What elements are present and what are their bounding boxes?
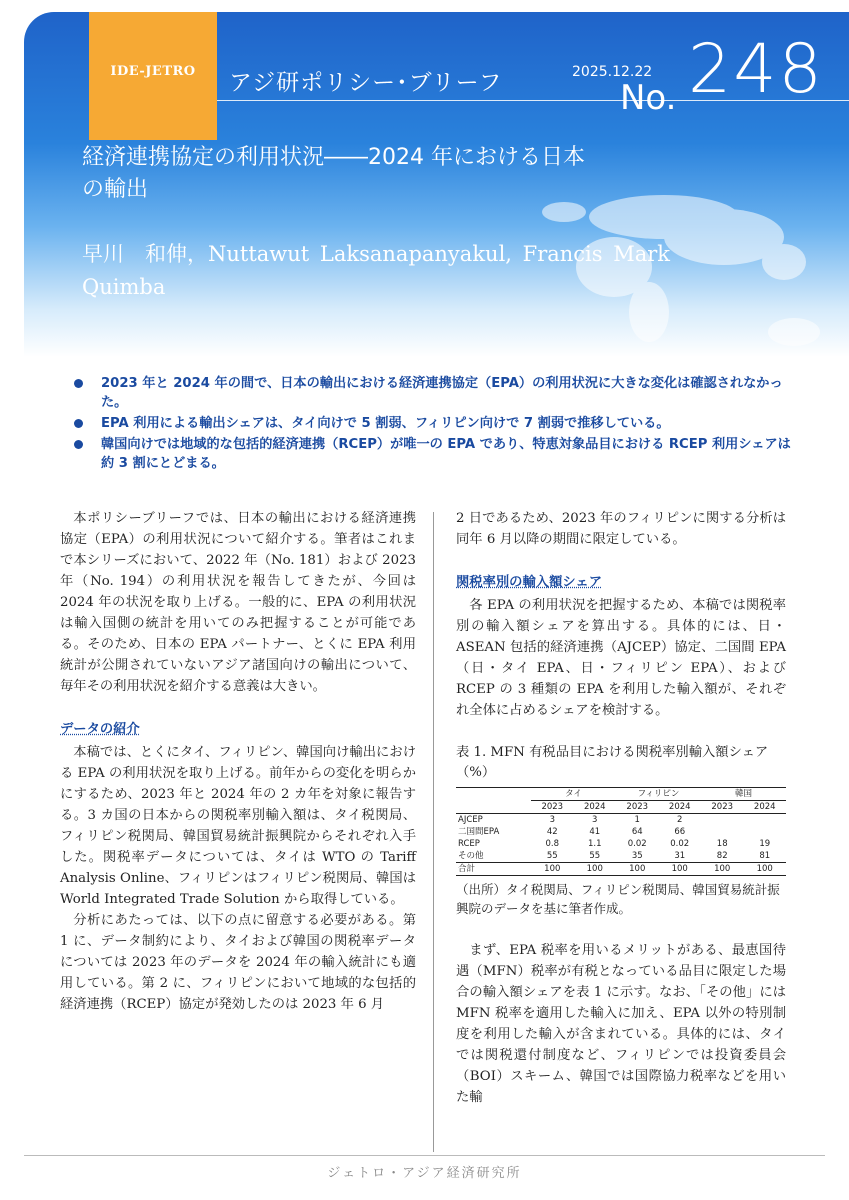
- table-cell: 100: [658, 863, 700, 876]
- table-cell: 35: [631, 851, 643, 861]
- section-heading-data: データの紹介: [60, 722, 140, 737]
- table-cell: 64: [631, 827, 643, 837]
- footer-org-name: ジェトロ・アジア経済研究所: [327, 1166, 522, 1181]
- key-point: 韓国向けでは地域的な包括的経済連携（RCEP）が唯一の EPA であり、特恵対象品目における RCEP 利用シェアは約 3 割にとどまる。: [74, 435, 794, 473]
- table-corner: [456, 788, 531, 801]
- year-header: 2023: [616, 801, 658, 814]
- year-header: 2023: [531, 801, 573, 814]
- table-cell: 81: [759, 851, 771, 861]
- page-title: [82, 142, 762, 206]
- year-header: 2024: [658, 801, 700, 814]
- footer-rule: [24, 1155, 825, 1156]
- key-point: 2023 年と 2024 年の間で、日本の輸出における経済連携協定（EPA）の利用状況に大きな変化は確認されなかった。: [74, 374, 794, 412]
- header-banner: [24, 12, 849, 357]
- issue-date: 2025.12.22: [572, 64, 653, 80]
- table-cell: 66: [674, 827, 686, 837]
- table-cell: 100: [743, 863, 786, 876]
- key-point: EPA 利用による輸出シェアは、タイ向けで 5 割弱、フィリピン向けで 7 割弱で推移している。: [74, 414, 794, 433]
- title-line: の輸出: [82, 177, 149, 202]
- title-line: 経済連携協定の利用状況――2024 年における日本: [82, 145, 585, 170]
- row-label: RCEP: [458, 839, 480, 849]
- row-label: 合計: [456, 863, 531, 876]
- country-header: タイ: [531, 788, 616, 801]
- table-cell: 3: [592, 815, 598, 825]
- table-cell: 31: [674, 851, 686, 861]
- table-row: [456, 826, 786, 838]
- table-cell: 55: [589, 851, 601, 861]
- country-header: フィリピン: [616, 788, 701, 801]
- authors-line: 早川 和伸，Nuttawut Laksanapanyakul, Francis Mark: [82, 242, 671, 266]
- table-caption: 表 1. MFN 有税品目における関税率別輸入額シェア（%）: [456, 745, 769, 780]
- data-paragraph: 本稿では、とくにタイ、フィリピン、韓国向け輸出における EPA の利用状況を取り上げる。前年からの変化を明らかにするため、2023 年と 2024 年の 2 カ年を対象に報告する。3 カ国の日本からの関税率別輸入額は、タイ税関局、フィリピン税関局、韓国貿易統計振興院からそれぞれ入手した。関税率データについては、タイは WTO の Tariff Analysis Online、フィリピンはフィリピン税関局、韓国は World Integrated Trade Solution から取得している。: [60, 745, 416, 907]
- table-row: [456, 814, 786, 827]
- series-name: アジ研ポリシー･ブリーフ: [229, 70, 503, 96]
- issue-number-label: No.: [620, 78, 677, 118]
- tariff-share-table: [456, 787, 786, 876]
- table-cell: 1.1: [587, 839, 602, 849]
- year-header: 2023: [701, 801, 743, 814]
- table-cell: 0.02: [627, 839, 647, 849]
- tariff-paragraph: 各 EPA の利用状況を把握するため、本稿では関税率別の輸入額シェアを算出する。具体的には、日・ASEAN 包括的経済連携（AJCEP）協定、二国間 EPA（日・タイ EPA、日・フィリピン EPA）、および RCEP の 3 種類の EPA を利用した輸入額が、それぞれ全体に占めるシェアを検討する。: [456, 598, 786, 718]
- table-cell: [743, 814, 786, 827]
- table-cell: 0.02: [670, 839, 690, 849]
- section-heading-tariff: 関税率別の輸入額シェア: [456, 575, 602, 590]
- left-column: [60, 508, 416, 1015]
- intro-paragraph: 本ポリシーブリーフでは、日本の輸出における経済連携協定（EPA）の利用状況について紹介する。筆者はこれまで本シリーズにおいて、2022 年（No. 181）および 2023 年（No. 194）の利用状況を報告してきたが、今回は 2024 年の状況を取り上げる。一般的に、EPA の利用状況は輸入国側の統計を用いてのみ把握することが可能である。そのため、日本の EPA パートナー、とくに EPA 利用統計が公開されていないアジア諸国向けの輸出について、毎年その利用状況を紹介する意義は大きい。: [60, 511, 416, 694]
- table-row: [456, 838, 786, 850]
- authors: [82, 238, 822, 304]
- table-cell: 55: [546, 851, 558, 861]
- table-row: [456, 850, 786, 863]
- table-cell: 2: [677, 815, 683, 825]
- analysis-paragraph: 分析にあたっては、以下の点に留意する必要がある。第 1 に、データ制約により、タイおよび韓国の関税率データについては 2023 年のデータを 2024 年の輸入統計にも適用している。第 2 に、フィリピンにおいて地域的な包括的経済連携（RCEP）協定が発効したのは 2023 年 6 月: [60, 913, 416, 1012]
- continued-paragraph: 2 日であるため、2023 年のフィリピンに関する分析は同年 6 月以降の期間に限定している。: [456, 511, 786, 547]
- table-cell: 42: [546, 827, 558, 837]
- country-header: 韓国: [701, 788, 786, 801]
- authors-line: Quimba: [82, 275, 166, 299]
- row-label: AJCEP: [458, 815, 483, 825]
- table-cell: 18: [716, 839, 728, 849]
- table-cell: 0.8: [545, 839, 560, 849]
- table-cell: 41: [589, 827, 601, 837]
- issue-number: 248: [688, 30, 824, 109]
- table-cell: 100: [616, 863, 658, 876]
- column-divider: [433, 512, 434, 1152]
- table-cell: 82: [716, 851, 728, 861]
- right-column: [456, 508, 786, 1108]
- table-cell: 100: [574, 863, 616, 876]
- year-header: 2024: [743, 801, 786, 814]
- table-cell: [701, 814, 743, 827]
- table-cell: [743, 826, 786, 838]
- key-points-list: [74, 374, 794, 475]
- table-cell: 100: [531, 863, 573, 876]
- ide-jetro-logo: IDE-JETRO: [110, 64, 196, 79]
- row-label: 二国間EPA: [458, 827, 500, 837]
- year-header: 2024: [574, 801, 616, 814]
- table-cell: [701, 826, 743, 838]
- table-cell: 100: [701, 863, 743, 876]
- table-cell: 1: [634, 815, 640, 825]
- table-header-countries: [456, 788, 786, 801]
- results-paragraph: まず、EPA 税率を用いるメリットがある、最恵国待遇（MFN）税率が有税となっている品目に限定した場合の輸入額シェアを表 1 に示す。なお、「その他」には MFN 税率を適用した輸入に加え、EPA 以外の特別制度を利用した輸入が含まれている。具体的には、タイでは関税還付制度など、フィリピンでは投資委員会（BOI）スキーム、韓国では国際協力税率などを用いた輸: [456, 943, 786, 1105]
- table-header-years: [456, 801, 786, 814]
- table-cell: 19: [759, 839, 771, 849]
- table-corner: [456, 801, 531, 814]
- row-label: その他: [458, 851, 484, 861]
- table-total-row: [456, 863, 786, 876]
- table-cell: 3: [549, 815, 555, 825]
- table-source: （出所）タイ税関局、フィリピン税関局、韓国貿易統計振興院のデータを基に筆者作成。: [456, 882, 780, 916]
